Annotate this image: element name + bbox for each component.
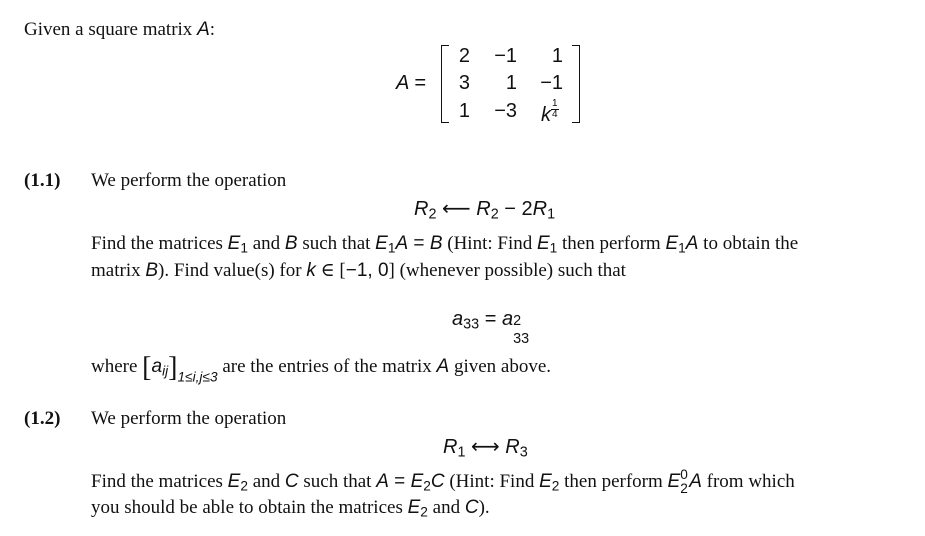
q2-l2-esub: 2 [420, 504, 428, 520]
intro-colon: : [209, 19, 216, 40]
q1-l1-t3: such that [297, 233, 376, 254]
q1-where-line [91, 351, 551, 385]
q1-l1-e2sub: 1 [549, 240, 558, 256]
q1-l1-ea-e: E [375, 233, 388, 254]
q1-row-operation [414, 198, 556, 223]
q2-l1-eq: = [388, 471, 411, 492]
matrix-cell: 2 [458, 45, 470, 67]
q1-l1-esub: 1 [240, 240, 248, 256]
q2-eq-arrow: ⟷ [471, 436, 500, 458]
left-square-bracket: [ [142, 352, 152, 383]
q1-l2-t1: matrix [91, 260, 146, 281]
q1-l1-t6: to obtain the [698, 233, 799, 254]
matrix-cell-k [541, 99, 559, 125]
q2-l1-e3: E [539, 471, 552, 492]
q1-cond-a2: a [501, 308, 514, 330]
q2-l1-t2: and [247, 471, 285, 492]
q1-where-a-matrix: A [436, 356, 450, 377]
q2-l2-t3: ). [478, 497, 490, 518]
q1-body-line-2 [91, 260, 626, 283]
q1-eq-left-sub: 2 [428, 206, 437, 223]
q1-l2-t4: ] (whenever possible) such that [388, 260, 626, 281]
q1-l2-range: −1, 0 [345, 260, 389, 281]
q1-l1-e3sub: 1 [678, 240, 686, 256]
q2-eq-right-sub: 3 [519, 444, 528, 461]
q2-body-line-2 [91, 497, 490, 520]
matrix-lhs: A = [396, 72, 426, 94]
q2-l1-e2: E [410, 471, 424, 492]
q1-l2-b: B [145, 260, 159, 281]
q2-l1-e4: E [667, 471, 681, 492]
intro-label: Given a square matrix [24, 19, 193, 40]
q1-l1-t1: Find the matrices [91, 233, 228, 254]
matrix-right-bracket [572, 45, 580, 123]
q2-l1-a: A [376, 471, 389, 492]
matrix-cell: −1 [540, 72, 563, 94]
q2-l2-t1: you should be able to obtain the matrices [91, 497, 408, 518]
q1-eq-minus: − 2 [504, 198, 533, 220]
q1-l1-e: E [227, 233, 241, 254]
matrix-cell: 1 [505, 72, 517, 94]
q1-l1-a3: A [685, 233, 699, 254]
q1-cond-eq: = [479, 308, 502, 330]
exp-numerator: 1 [552, 98, 558, 109]
matrix-cell: −3 [494, 100, 517, 122]
intro-text [24, 19, 215, 42]
q2-row-operation [443, 436, 528, 461]
q1-l1-eq: = [408, 233, 430, 254]
q2-l1-t6: from which [701, 471, 795, 492]
q1-where-t3: given above. [449, 356, 552, 377]
q2-l1-e2sub: 2 [423, 478, 431, 494]
q1-where-t2: are the entries of the matrix [217, 356, 437, 377]
q1-where-range: 1≤i,j≤3 [177, 369, 218, 385]
matrix-cell: 1 [458, 100, 470, 122]
q2-l1-t4: (Hint: Find [444, 471, 540, 492]
q1-where-ij: ij [162, 363, 169, 379]
q1-eq-right2: R [532, 198, 548, 220]
q1-l1-ea-sub: 1 [387, 240, 396, 256]
q1-where-t1: where [91, 356, 143, 377]
q1-l2-t3: ∈ [ [315, 260, 346, 281]
exp-denominator: 4 [552, 109, 558, 120]
matrix-cell-k-var: k [541, 104, 551, 126]
q1-l1-t2: and [247, 233, 285, 254]
q1-l1-b: B [284, 233, 298, 254]
q1-eq-right-sub: 2 [490, 206, 499, 223]
q2-l1-e3sub: 2 [551, 478, 560, 494]
q2-eq-right: R [505, 436, 520, 458]
question-label-1-1: (1.1) [24, 170, 61, 191]
q1-eq-right: R [476, 198, 491, 220]
q2-l1-c: C [284, 471, 299, 492]
q1-op-text: We perform the operation [91, 170, 287, 191]
q2-l1-c2: C [430, 471, 445, 492]
right-square-bracket: ] [168, 352, 178, 383]
q1-l1-e3: E [665, 233, 679, 254]
q1-eq-arrow: ⟵ [442, 198, 471, 220]
matrix-cell-k-exponent [551, 99, 559, 120]
q1-where-a: a [151, 356, 163, 377]
q2-eq-left: R [443, 436, 458, 458]
q2-l1-t5: then perform [559, 471, 668, 492]
q1-l1-b2: B [429, 233, 443, 254]
q2-eq-left-sub: 1 [457, 444, 466, 461]
q1-condition-equation: $a_{33} = a$ 2 33 [452, 308, 530, 347]
q1-l1-t4: (Hint: Find [442, 233, 537, 254]
q1-eq-left: R [414, 198, 429, 220]
q1-body-line-1 [91, 233, 798, 256]
q1-l2-k: k [306, 260, 316, 281]
q1-l1-e2: E [536, 233, 550, 254]
q2-l2-e: E [407, 497, 421, 518]
q1-l2-t2: ). Find value(s) for [158, 260, 307, 281]
question-label-1-2: (1.2) [24, 408, 61, 429]
q1-eq-right2-sub: 1 [547, 206, 556, 223]
q1-l1-ea-a: A [395, 233, 409, 254]
q2-body-line-1: Find the matrices $E_2$ and C such that $A = E_2C$ (Hint: Find $E_2$ then perform E 0 2 A from which [91, 467, 795, 496]
q2-l1-esub: 2 [240, 478, 248, 494]
q2-l1-t3: such that [298, 471, 377, 492]
q2-l1-t1: Find the matrices [91, 471, 228, 492]
q1-cond-a: a [452, 308, 464, 330]
q2-l1-e: E [227, 471, 241, 492]
q2-l1-a4: A [689, 471, 702, 492]
q2-op-text: We perform the operation [91, 408, 287, 429]
matrix-cell: 3 [458, 72, 470, 94]
q2-l2-t2: and [427, 497, 465, 518]
matrix-cell: −1 [494, 45, 517, 67]
matrix-cell: 1 [551, 45, 563, 67]
q1-l1-t5: then perform [557, 233, 666, 254]
intro-var: A [197, 19, 210, 40]
q2-l2-c: C [464, 497, 479, 518]
q1-cond-sub: 33 [463, 316, 480, 333]
